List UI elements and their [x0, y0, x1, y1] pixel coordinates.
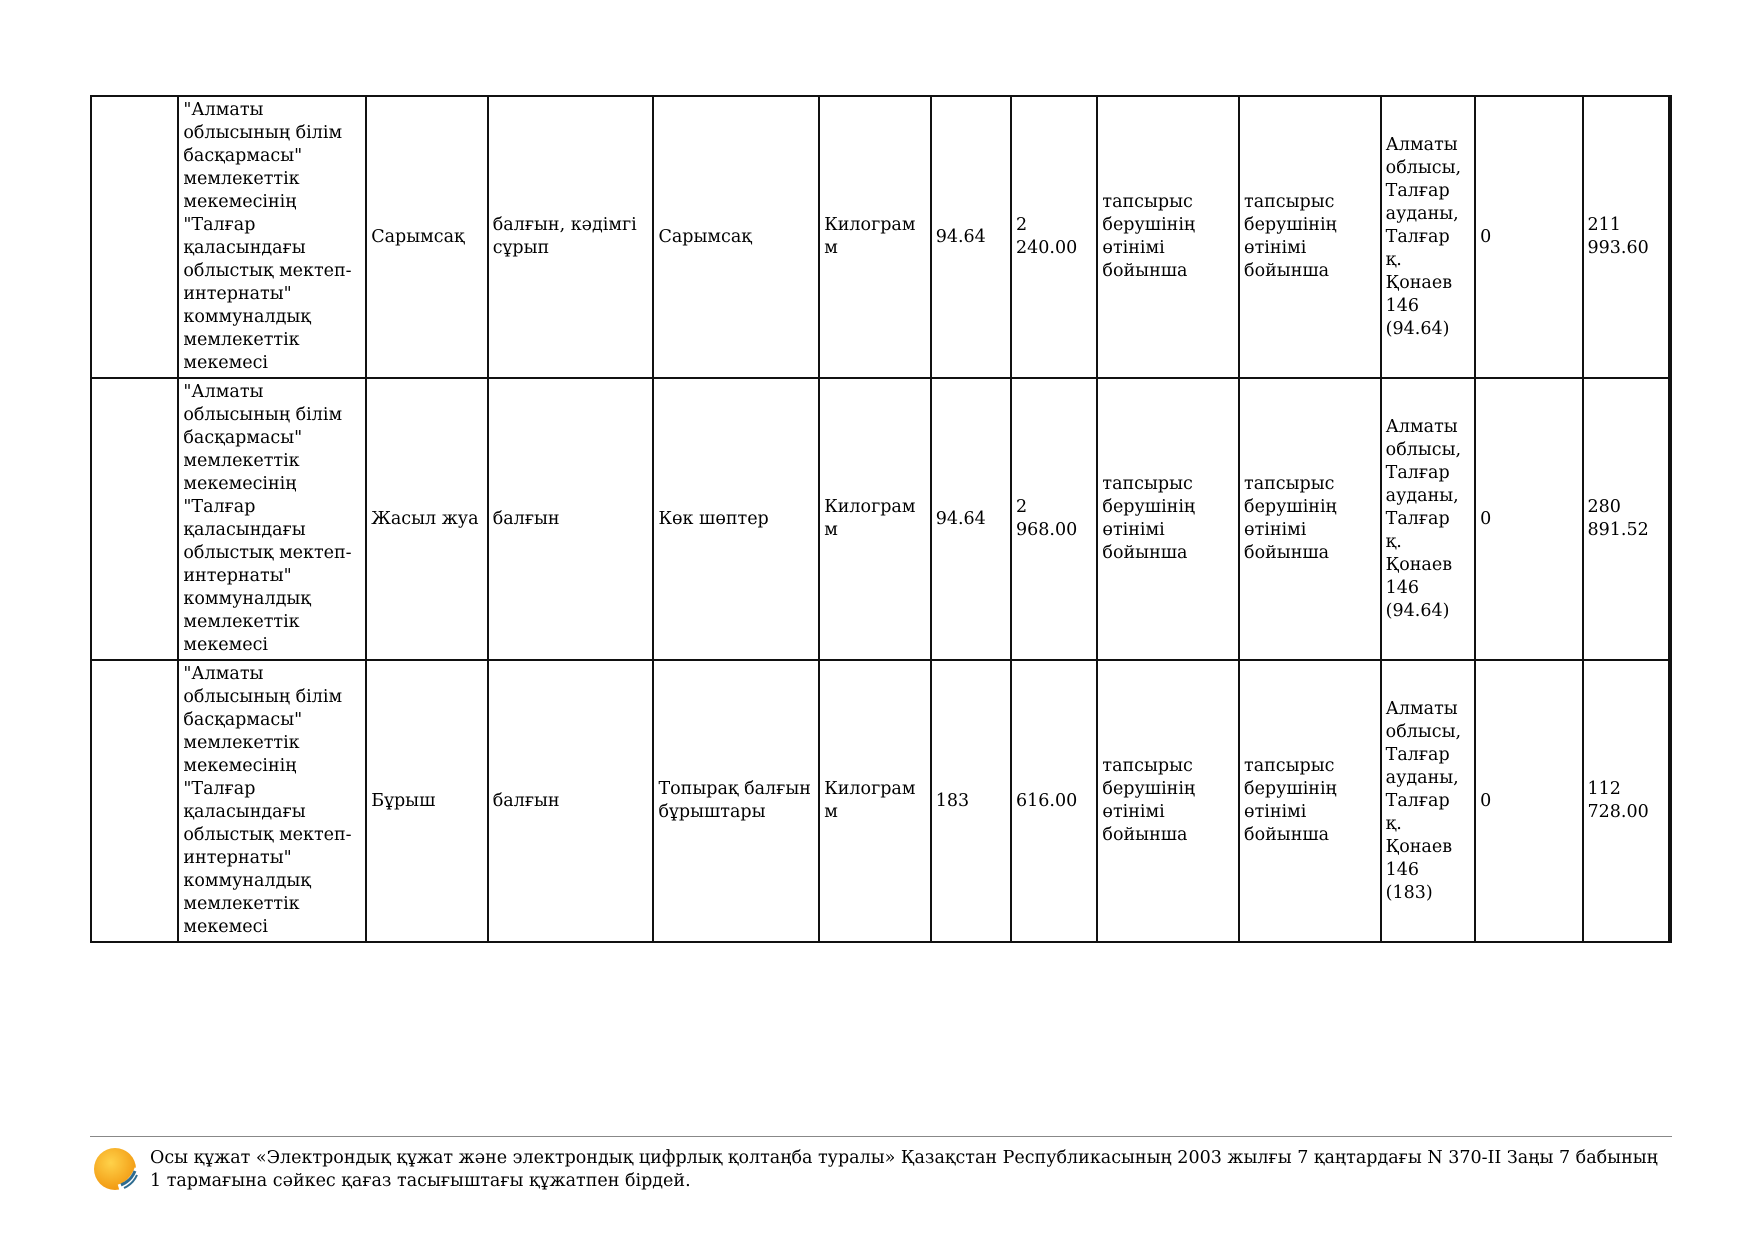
cell-description: Көк шөптер: [653, 378, 819, 660]
cell-price: 2 240.00: [1011, 96, 1097, 378]
cell-number: [91, 96, 178, 378]
cell-product: Жасыл жуа: [366, 378, 488, 660]
cell-delivery-place: Алматы облысы, Талғар ауданы, Талғар қ. Қонаев 146 (94.64): [1381, 96, 1475, 378]
cell-delivery-condition: тапсырыс берушінің өтінімі бойынша: [1239, 660, 1381, 942]
cell-customer: "Алматы облысының білім басқармасы" мемлекеттік мекемесінің "Талғар қаласындағы облыстық мектеп-интернаты" коммуналдық мемлекеттік мекемесі: [178, 378, 366, 660]
cell-price: 2 968.00: [1011, 378, 1097, 660]
cell-delivery-condition: тапсырыс берушінің өтінімі бойынша: [1239, 96, 1381, 378]
cell-delivery-condition: тапсырыс берушінің өтінімі бойынша: [1239, 378, 1381, 660]
cell-quantity: 183: [931, 660, 1011, 942]
footer-legal-text: Осы құжат «Электрондық құжат және электрондық цифрлық қолтаңба туралы» Қазақстан Республикасының 2003 жылғы 7 қаңтардағы N 370-II Заңы 7 бабының 1 тармағына сәйкес қағаз тасығыштағы құжатпен бірдей.: [150, 1148, 1658, 1191]
cell-unit: Килограмм: [819, 660, 930, 942]
cell-number: [91, 660, 178, 942]
cell-total: 280 891.52: [1583, 378, 1670, 660]
cell-customer: "Алматы облысының білім басқармасы" мемлекеттік мекемесінің "Талғар қаласындағы облыстық мектеп-интернаты" коммуналдық мемлекеттік мекемесі: [178, 660, 366, 942]
cell-price: 616.00: [1011, 660, 1097, 942]
cell-characteristic: балғын: [488, 660, 654, 942]
cell-delivery-place: Алматы облысы, Талғар ауданы, Талғар қ. Қонаев 146 (183): [1381, 660, 1475, 942]
cell-quantity: 94.64: [931, 378, 1011, 660]
table-row: [91, 378, 1670, 660]
cell-product: Сарымсақ: [366, 96, 488, 378]
cell-characteristic: балғын: [488, 378, 654, 660]
table-row: [91, 660, 1670, 942]
cell-delivery-term: тапсырыс берушінің өтінімі бойынша: [1097, 378, 1239, 660]
cell-quantity: 94.64: [931, 96, 1011, 378]
document-footer: [90, 1136, 1672, 1193]
cell-advance: 0: [1475, 96, 1582, 378]
cell-delivery-term: тапсырыс берушінің өтінімі бойынша: [1097, 96, 1239, 378]
cell-description: Топырақ балғын бұрыштары: [653, 660, 819, 942]
cell-advance: 0: [1475, 378, 1582, 660]
cell-delivery-term: тапсырыс берушінің өтінімі бойынша: [1097, 660, 1239, 942]
cell-unit: Килограмм: [819, 96, 930, 378]
egov-sun-logo-icon: [93, 1145, 141, 1193]
cell-customer: "Алматы облысының білім басқармасы" мемлекеттік мекемесінің "Талғар қаласындағы облыстық мектеп-интернаты" коммуналдық мемлекеттік мекемесі: [178, 96, 366, 378]
cell-total: 211 993.60: [1583, 96, 1670, 378]
procurement-table: [90, 95, 1672, 943]
cell-number: [91, 378, 178, 660]
cell-total: 112 728.00: [1583, 660, 1670, 942]
table-row: [91, 96, 1670, 378]
cell-advance: 0: [1475, 660, 1582, 942]
cell-product: Бұрыш: [366, 660, 488, 942]
cell-delivery-place: Алматы облысы, Талғар ауданы, Талғар қ. Қонаев 146 (94.64): [1381, 378, 1475, 660]
cell-unit: Килограмм: [819, 378, 930, 660]
cell-description: Сарымсақ: [653, 96, 819, 378]
cell-characteristic: балғын, кәдімгі сұрып: [488, 96, 654, 378]
